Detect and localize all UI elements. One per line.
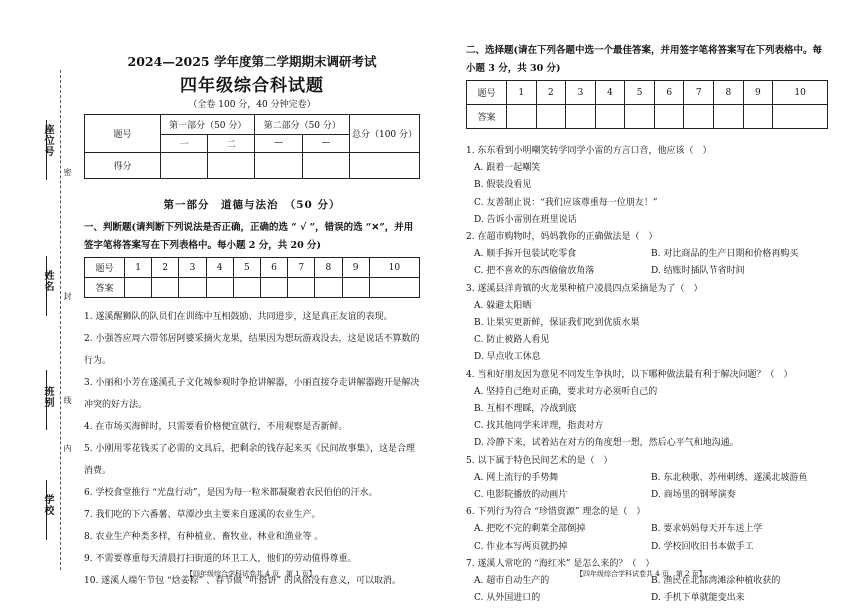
question-1: [466, 143, 828, 229]
binding-strip: [0, 0, 72, 608]
option-row: [466, 470, 828, 487]
part2-instructions: 二、选择题(请在下列各题中选一个最佳答案，并用签字笔将答案写在下列表格中。每小题 3 分，共 30 分): [466, 45, 822, 74]
answer-table-number: 1: [125, 258, 152, 278]
answer-cell[interactable]: [315, 278, 342, 298]
option: A. 跟着一起嘲笑: [474, 163, 541, 174]
answer-table-row-label: 答案: [85, 278, 125, 298]
answer-cell[interactable]: [342, 278, 369, 298]
answer-table-number: 10: [369, 258, 419, 278]
question-stem: 5. 以下属于特色民间艺术的是（ ）: [466, 455, 613, 466]
answer-table-number: 7: [288, 258, 315, 278]
answer-cell[interactable]: [260, 278, 287, 298]
option: D. 手机下单就能变出来: [651, 593, 745, 604]
option-row: [466, 487, 828, 504]
judgment-item: 2. 小强答应周六带邻居阿婆采摘火龙果，结果因为想玩游戏没去，这是说话不算数的行为。: [84, 334, 420, 366]
answer-table-number: 4: [595, 81, 625, 105]
score-header-part2: 第二部分（50 分）: [255, 115, 350, 135]
option-row: [466, 246, 828, 263]
option-row: [466, 539, 828, 556]
judgment-item: 8. 农业生产种类多样，有种植业、畜牧业、林业和渔业等 。: [84, 532, 324, 542]
answer-cell[interactable]: [369, 278, 419, 298]
answer-cell[interactable]: [152, 278, 179, 298]
question-stem: 6. 下列行为符合 “珍惜资源” 理念的是（ ）: [466, 507, 646, 518]
answer-table-number: 1: [507, 81, 537, 105]
option-row: [466, 521, 828, 538]
left-page: [84, 40, 420, 592]
answer-table-number: 6: [654, 81, 684, 105]
answer-cell[interactable]: [125, 278, 152, 298]
seal-line: [60, 70, 61, 570]
option: A. 顺手拆开包装试吃零食: [474, 249, 577, 260]
score-cell[interactable]: [208, 153, 255, 179]
option: D. 早点收工休息: [474, 352, 541, 363]
answer-cell[interactable]: [288, 278, 315, 298]
option: D. 商场里的钢琴演奏: [651, 490, 736, 501]
seal-mark: 封: [63, 292, 72, 300]
question-6: [466, 504, 828, 556]
answer-table-number: 10: [773, 81, 828, 105]
score-header-tihao: 题号: [85, 115, 161, 153]
answer-table-number: 2: [536, 81, 566, 105]
exam-note: （全卷 100 分，40 分钟完卷）: [188, 100, 316, 110]
score-cell[interactable]: [255, 153, 302, 179]
question-4: [466, 367, 828, 453]
choice-questions: [466, 143, 828, 607]
score-subheader: 二: [208, 134, 255, 153]
seal-mark: 内: [63, 444, 72, 452]
question-3: [466, 281, 828, 367]
subject-title: 四年级综合科试题: [180, 76, 324, 96]
option: B. 互相不理睬，冷战到底: [474, 404, 577, 415]
answer-cell[interactable]: [566, 105, 596, 129]
option: C. 找其他同学来评理，指责对方: [474, 421, 604, 432]
part1-answer-table: [84, 257, 420, 298]
answer-table-row-label: 答案: [467, 105, 507, 129]
answer-cell[interactable]: [595, 105, 625, 129]
option: C. 友善制止说：“我们应该尊重每一位朋友！”: [474, 197, 658, 208]
judgment-items: [84, 306, 420, 592]
option: C. 防止被路人看见: [474, 335, 550, 346]
score-subheader: 一: [161, 134, 208, 153]
option: B. 对比商品的生产日期和价格再购买: [651, 249, 799, 260]
judgment-item: 4. 在市场买海鲜时，只需要看价格便宜就行，不用观察是否新鲜。: [84, 422, 348, 432]
option: D. 结账时插队节省时间: [651, 266, 745, 277]
exam-title: 2024—2025 学年度第二学期期末调研考试: [127, 54, 377, 69]
answer-cell[interactable]: [773, 105, 828, 129]
option: A. 躲避太阳晒: [474, 300, 532, 311]
answer-table-header: 题号: [85, 258, 125, 278]
answer-table-number: 9: [743, 81, 773, 105]
option: A. 把吃不完的剩菜全部倒掉: [474, 524, 586, 535]
option-row: [466, 263, 828, 280]
judgment-item: 7. 我们吃的下六番薯、草潭沙虫主要来自遂溪的农业生产。: [84, 510, 321, 520]
answer-table-number: 3: [566, 81, 596, 105]
question-stem: 4. 当和好朋友因为意见不同发生争执时，以下哪种做法最有利于解决问题？（ ）: [466, 369, 793, 380]
option: C. 把不喜欢的东西偷偷放角落: [474, 266, 595, 277]
option: A. 超市自动生产的: [474, 576, 550, 587]
page-footer-left: 【四年级综合学科试卷共 4 页 第 1 页】: [186, 570, 316, 578]
judgment-item: 10. 遂溪人端午节包 “焓姜粽” 、春节做 “叶搭饼” 的风俗没有意义，可以取消。: [84, 576, 402, 586]
score-header-part1: 第一部分（50 分）: [161, 115, 255, 135]
question-stem: 2. 在超市购物时，妈妈教你的正确做法是（ ）: [466, 232, 658, 243]
option: C. 作业本写两页就扔掉: [474, 541, 568, 552]
name-label: 姓名: [42, 270, 53, 292]
question-5: [466, 453, 828, 505]
part2-answer-table: [466, 80, 828, 129]
question-7: [466, 556, 828, 608]
answer-table-number: 6: [260, 258, 287, 278]
answer-cell[interactable]: [507, 105, 537, 129]
seat-number-label: 座位号: [42, 124, 53, 157]
question-stem: 3. 遂溪县洋青镇的火龙果种植户凌晨四点采摘是为了（ ）: [466, 283, 703, 294]
option: B. 要求妈妈每天开车送上学: [651, 524, 763, 535]
school-label: 学校: [42, 494, 53, 516]
answer-table-number: 2: [152, 258, 179, 278]
answer-cell[interactable]: [654, 105, 684, 129]
option: B. 让果实更新鲜，保证我们吃到优质水果: [474, 318, 640, 329]
answer-table-number: 8: [315, 258, 342, 278]
right-page: [466, 42, 828, 607]
answer-table-number: 8: [714, 81, 744, 105]
score-cell[interactable]: [161, 153, 208, 179]
question-stem: 1. 东东看到小明嘲笑转学同学小雷的方言口音，他应该（ ）: [466, 146, 712, 156]
option: B. 渔民在北部湾滩涂种植收获的: [651, 576, 781, 587]
question-2: [466, 229, 828, 281]
part1-title: 第一部分 道德与法治 （50 分）: [163, 199, 341, 211]
answer-table-number: 7: [684, 81, 714, 105]
answer-table-number: 5: [233, 258, 260, 278]
answer-cell[interactable]: [714, 105, 744, 129]
answer-cell[interactable]: [684, 105, 714, 129]
class-label: 班别: [42, 386, 53, 408]
score-cell[interactable]: [302, 153, 349, 179]
option: A. 网上流行的手势舞: [474, 472, 559, 483]
option: C. 从外国进口的: [474, 593, 541, 604]
seal-mark: 线: [63, 396, 72, 404]
answer-table-header: 题号: [467, 81, 507, 105]
score-subheader: —: [302, 134, 349, 153]
answer-cell[interactable]: [625, 105, 655, 129]
option: C. 电影院播放的动画片: [474, 490, 568, 501]
judgment-item: 6. 学校食堂推行 “光盘行动”，是因为每一粒米都凝聚着农民伯伯的汗水。: [84, 488, 378, 498]
judgment-item: 3. 小丽和小芳在遂溪孔子文化城参观时争抢讲解器，小丽直接夺走讲解器跑开是解决冲突的好方法。: [84, 378, 420, 410]
answer-cell[interactable]: [179, 278, 206, 298]
option-row: [466, 590, 828, 607]
judgment-item: 9. 不需要尊重每天清晨打扫街道的环卫工人，他们的劳动值得尊重。: [84, 554, 357, 564]
score-subheader: —: [255, 134, 302, 153]
score-cell[interactable]: [350, 153, 420, 179]
option: D. 告诉小雷别在班里说话: [474, 214, 577, 225]
option: D. 冷静下来，试着站在对方的角度想一想，然后心平气和地沟通。: [474, 438, 739, 449]
page-footer-right: 【四年级综合学科试卷共 4 页 第 2 页】: [576, 570, 706, 578]
answer-table-number: 5: [625, 81, 655, 105]
judgment-item: 5. 小刚用零花钱买了必需的文具后，把剩余的钱存起来买《民间故事集》，这是合理消费。: [84, 444, 415, 476]
score-header-total: 总分（100 分）: [350, 115, 420, 153]
part1-instructions: 一、判断题(请判断下列说法是否正确，正确的选 “ √ ”，错误的选 “✕”，并用签字笔将答案写在下列表格中。每小题 2 分，共 20 分): [84, 222, 414, 251]
option: B. 假装没看见: [474, 180, 532, 191]
answer-cell[interactable]: [536, 105, 566, 129]
question-stem: 7. 遂溪人常吃的 “海红米” 是怎么来的？（ ）: [466, 558, 655, 569]
answer-cell[interactable]: [233, 278, 260, 298]
answer-table-number: 4: [206, 258, 233, 278]
option: D. 学校回收旧书本做手工: [651, 541, 754, 552]
answer-table-number: 3: [179, 258, 206, 278]
answer-cell[interactable]: [743, 105, 773, 129]
answer-cell[interactable]: [206, 278, 233, 298]
judgment-item: 1. 遂溪醒狮队的队员们在训练中互相鼓励、共同进步，这是真正友谊的表现。: [84, 312, 393, 322]
option: B. 东北秧歌、苏州刺绣、遂溪北坡游鱼: [651, 472, 808, 483]
seal-mark: 密: [63, 168, 72, 176]
answer-table-number: 9: [342, 258, 369, 278]
score-table: [84, 114, 420, 179]
score-row-label: 得分: [85, 153, 161, 179]
option: A. 坚持自己绝对正确，要求对方必须听自己的: [474, 386, 658, 397]
